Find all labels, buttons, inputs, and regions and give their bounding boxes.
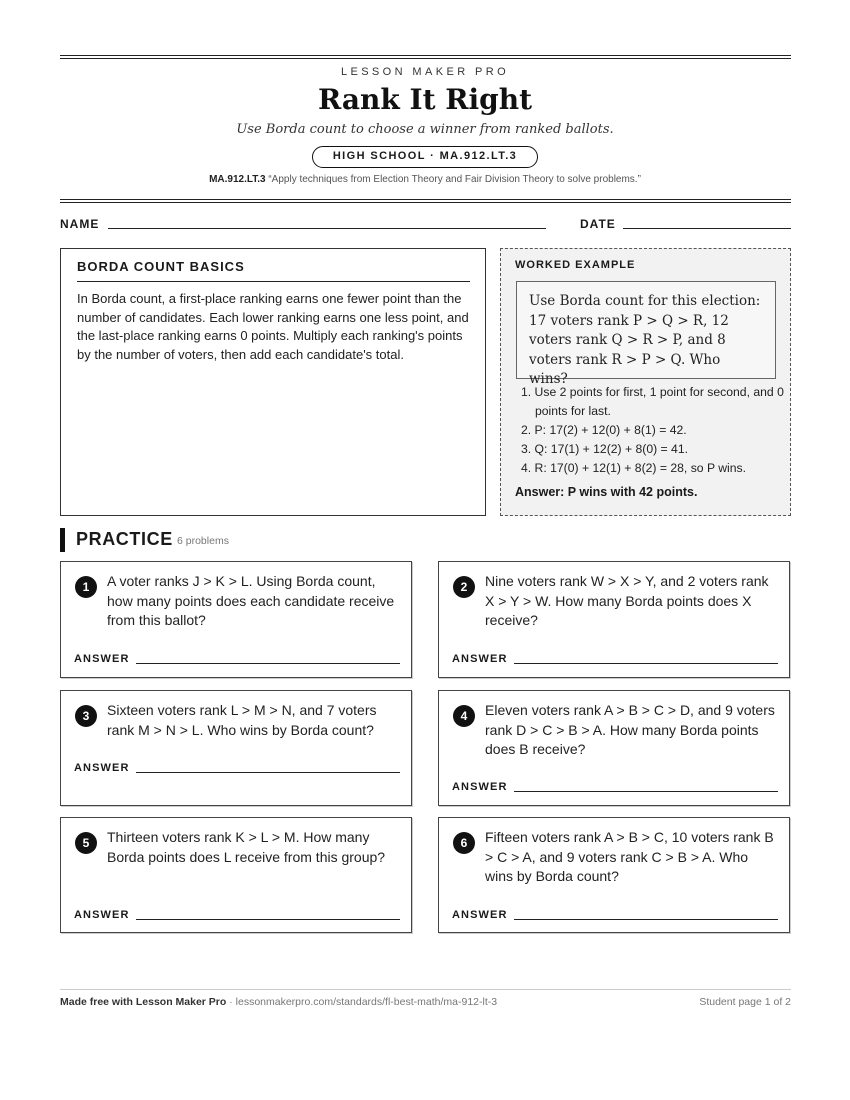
answer-field[interactable]: [514, 919, 778, 920]
worked-step: 2. P: 17(2) + 12(0) + 8(1) = 42.: [521, 423, 687, 437]
basics-body: In Borda count, a first-place ranking earns one fewer point than the number of candidates. Each lower ranking earns one less point, and the last-place ranking earns 0 points. Multiply each ranking's points by the number of voters, then add each candidate's total.: [77, 291, 469, 362]
problem-card-5: [60, 817, 412, 933]
problem-number: 5: [75, 832, 97, 854]
answer-label: ANSWER: [74, 909, 130, 921]
footer-credit: [60, 996, 497, 1008]
worked-step: 4. R: 17(0) + 12(1) + 8(2) = 28, so P wins.: [521, 461, 747, 475]
standard-text: “Apply techniques from Election Theory and Fair Division Theory to solve problems.”: [268, 174, 641, 185]
level-badge: HIGH SCHOOL · MA.912.LT.3: [312, 146, 538, 168]
date-field[interactable]: [623, 228, 791, 229]
worked-example-box: [500, 248, 791, 516]
problem-text: Fifteen voters rank A > B > C, 10 voters rank B > C > A, and 9 voters rank C > B > A. Who wins by Borda count?: [485, 829, 774, 885]
practice-title: PRACTICE: [76, 529, 173, 549]
name-field[interactable]: [108, 228, 546, 229]
problem-text: Nine voters rank W > X > Y, and 2 voters rank X > Y > W. How many Borda points does X receive?: [485, 573, 769, 629]
problem-card-3: [60, 690, 412, 806]
answer-field[interactable]: [136, 919, 400, 920]
brand-name: LESSON MAKER PRO: [340, 66, 510, 78]
footer-page-number: Student page 1 of 2: [699, 996, 791, 1008]
header-rule-top: [60, 55, 791, 56]
answer-label: ANSWER: [452, 653, 508, 665]
practice-accent-bar: [60, 528, 65, 552]
problem-card-6: [438, 817, 790, 933]
problem-number: 2: [453, 576, 475, 598]
basics-box: [60, 248, 486, 516]
problem-card-2: [438, 561, 790, 678]
header-rule-bottom-thin: [60, 202, 791, 203]
answer-label: ANSWER: [74, 762, 130, 774]
answer-field[interactable]: [136, 663, 400, 664]
problem-number: 6: [453, 832, 475, 854]
footer-url[interactable]: · lessonmakerpro.com/standards/fl-best-math/ma-912-lt-3: [226, 996, 498, 1008]
answer-label: ANSWER: [74, 653, 130, 665]
worked-example-answer: Answer: P wins with 42 points.: [515, 485, 698, 499]
answer-field[interactable]: [514, 663, 778, 664]
footer-made-with: Made free with Lesson Maker Pro: [60, 996, 227, 1008]
practice-count: 6 problems: [177, 535, 229, 547]
standard-code: MA.912.LT.3: [209, 174, 266, 185]
problem-card-1: [60, 561, 412, 678]
worked-example-heading: WORKED EXAMPLE: [515, 259, 636, 271]
answer-label: ANSWER: [452, 909, 508, 921]
problem-text: Thirteen voters rank K > L > M. How many Borda points does L receive from this group?: [107, 829, 386, 865]
answer-field[interactable]: [514, 791, 778, 792]
header-rule-top-thin: [60, 58, 791, 59]
problem-number: 1: [75, 576, 97, 598]
name-label: NAME: [60, 217, 100, 231]
standard-line: [0, 174, 850, 185]
worked-example-steps: [515, 383, 785, 478]
problem-text: A voter ranks J > K > L. Using Borda count, how many points does each candidate receive from this ballot?: [107, 573, 395, 629]
problem-number: 3: [75, 705, 97, 727]
worked-example-question: Use Borda count for this election: 17 voters rank P > Q > R, 12 voters rank Q > R > P, and 8 voters rank R > P > Q. Who wins?: [516, 281, 776, 379]
date-label: DATE: [580, 217, 616, 231]
answer-label: ANSWER: [452, 781, 508, 793]
footer-rule: [60, 989, 791, 990]
page-subtitle: Use Borda count to choose a winner from ranked ballots.: [236, 122, 614, 137]
worked-step: 1. Use 2 points for first, 1 point for second, and 0 points for last.: [521, 385, 784, 418]
basics-heading: BORDA COUNT BASICS: [77, 259, 470, 282]
answer-field[interactable]: [136, 772, 400, 773]
problem-card-4: [438, 690, 790, 806]
page-title: Rank It Right: [317, 83, 533, 116]
problem-text: Eleven voters rank A > B > C > D, and 9 voters rank D > C > B > A. How many Borda points does B receive?: [485, 702, 775, 758]
problem-text: Sixteen voters rank L > M > N, and 7 voters rank M > N > L. Who wins by Borda count?: [107, 702, 377, 738]
header-rule-bottom: [60, 199, 791, 200]
problem-number: 4: [453, 705, 475, 727]
worked-step: 3. Q: 17(1) + 12(2) + 8(0) = 41.: [521, 442, 688, 456]
